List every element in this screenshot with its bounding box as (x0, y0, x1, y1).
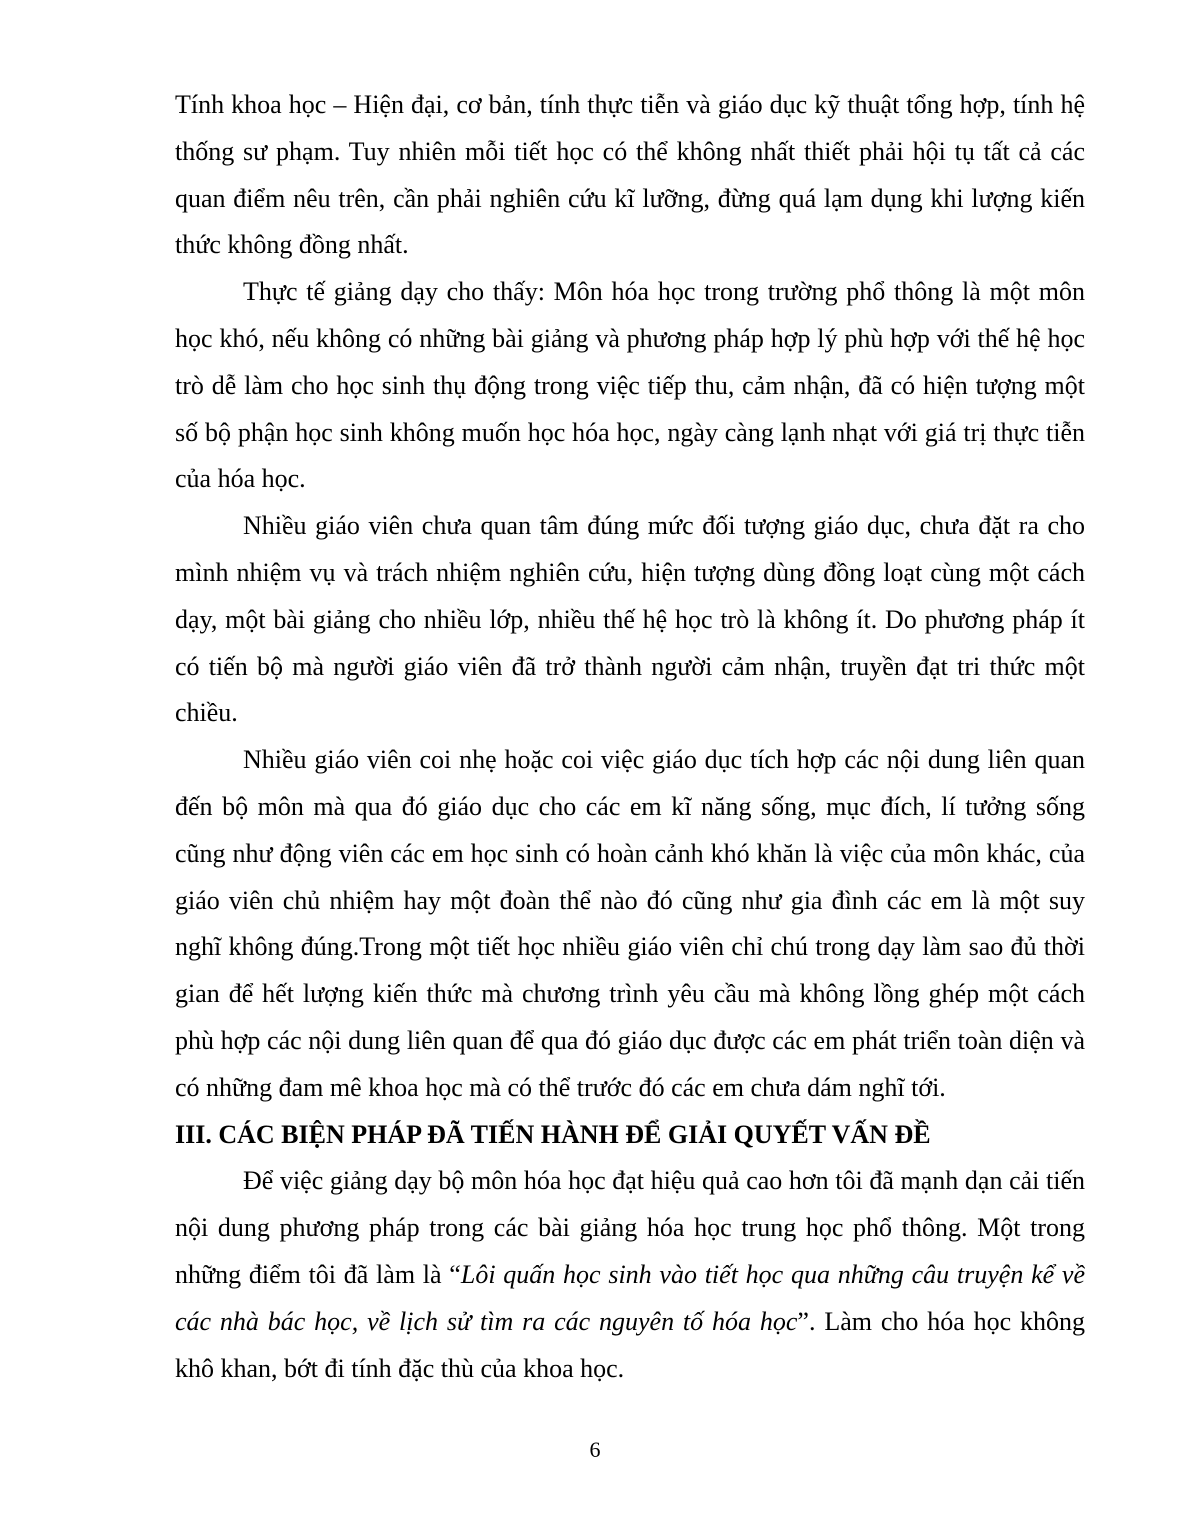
paragraph-3: Nhiều giáo viên chưa quan tâm đúng mức đối tượng giáo dục, chưa đặt ra cho mình nhiệm vụ và trách nhiệm nghiên cứu, hiện tượng dùng đồng loạt cùng một cách dạy, một bài giảng cho nhiều lớp, nhiều thế hệ học trò là không ít. Do phương pháp ít có tiến bộ mà người giáo viên đã trở thành người cảm nhận, truyền đạt tri thức một chiều. (175, 511, 1085, 728)
paragraph-1: Tính khoa học – Hiện đại, cơ bản, tính thực tiễn và giáo dục kỹ thuật tổng hợp, tính hệ thống sư phạm. Tuy nhiên mỗi tiết học có thể không nhất thiết phải hội tụ tất cả các quan điểm nêu trên, cần phải nghiên cứu kĩ lưỡng, đừng quá lạm dụng khi lượng kiến thức không đồng nhất. (175, 90, 1085, 260)
paragraph-5-italic-quote: Lôi quấn học sinh vào tiết học qua những câu truyện kể về các nhà bác học, về lịch sử tìm ra các nguyên tố hóa học (175, 1259, 1085, 1336)
document-body (175, 82, 1085, 1392)
paragraph-2: Thực tế giảng dạy cho thấy: Môn hóa học trong trường phổ thông là một môn học khó, nếu không có những bài giảng và phương pháp hợp lý phù hợp với thế hệ học trò dễ làm cho học sinh thụ động trong việc tiếp thu, cảm nhận, đã có hiện tượng một số bộ phận học sinh không muốn học hóa học, ngày càng lạnh nhạt với giá trị thực tiễn của hóa học. (175, 277, 1085, 494)
paragraph-4: Nhiều giáo viên coi nhẹ hoặc coi việc giáo dục tích hợp các nội dung liên quan đến bộ môn mà qua đó giáo dục cho các em kĩ năng sống, mục đích, lí tưởng sống cũng như động viên các em học sinh có hoàn cảnh khó khăn là việc của môn khác, của giáo viên chủ nhiệm hay một đoàn thể nào đó cũng như gia đình các em là một suy nghĩ không đúng.Trong một tiết học nhiều giáo viên chỉ chú trong dạy làm sao đủ thời gian để hết lượng kiến thức mà chương trình yêu cầu mà không lồng ghép một cách phù hợp các nội dung liên quan để qua đó giáo dục được các em phát triển toàn diện và có những đam mê khoa học mà có thể trước đó các em chưa dám nghĩ tới. (175, 745, 1085, 1102)
paragraph-5-text-before: Để việc giảng dạy bộ môn hóa học đạt hiệu quả cao hơn tôi đã mạnh dạn cải tiến nội dung phương pháp trong các bài giảng hóa học trung học phổ thông. Một trong những điểm tôi đã làm là “ (175, 1166, 1085, 1289)
paragraph-5 (175, 1158, 1085, 1392)
section-heading: III. CÁC BIỆN PHÁP ĐÃ TIẾN HÀNH ĐỂ GIẢI QUYẾT VẤN ĐỀ (175, 1119, 931, 1149)
page-number: 6 (589, 1437, 601, 1462)
paragraph-5-text-after: ”. Làm cho hóa học không khô khan, bớt đi tính đặc thù của khoa học. (175, 1306, 1086, 1383)
